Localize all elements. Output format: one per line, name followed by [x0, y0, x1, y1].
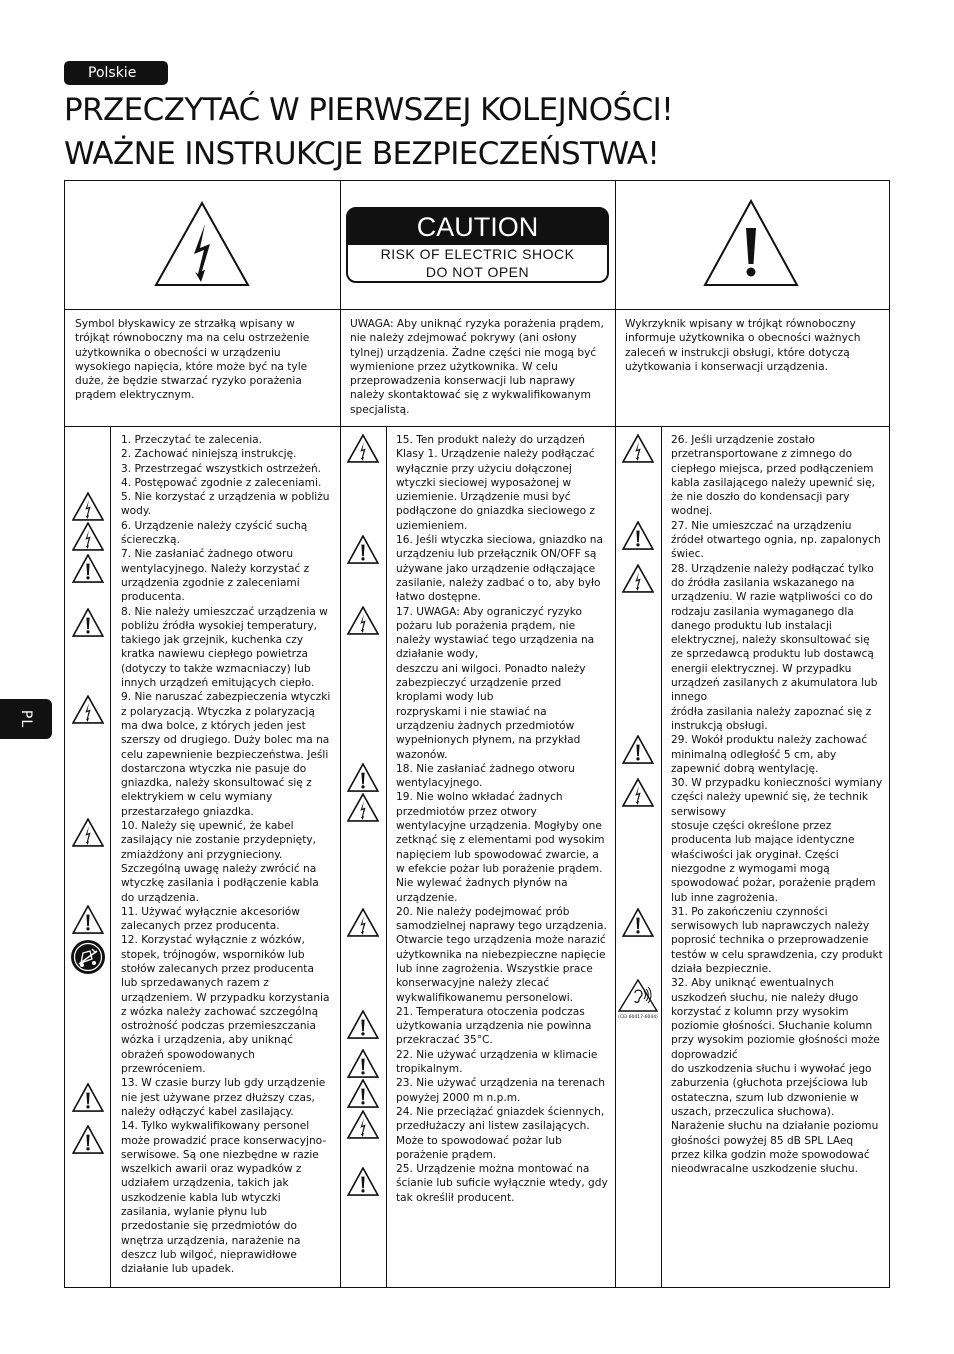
lightning-warning-icon	[347, 793, 379, 822]
exclamation-warning-icon	[702, 198, 800, 288]
cart-tip-over-icon	[70, 939, 106, 975]
exclamation-warning-icon	[347, 1049, 379, 1078]
exclamation-warning-icon	[72, 554, 104, 583]
title-line-1: PRZECZYTAĆ W PIERWSZEJ KOLEJNOŚCI!	[64, 92, 674, 128]
caution-heading: CAUTION	[416, 212, 539, 242]
divider	[64, 426, 890, 427]
caution-line-2: DO NOT OPEN	[425, 264, 530, 280]
divider	[64, 309, 890, 310]
title-line-2: WAŻNE INSTRUKCJE BEZPIECZEŃSTWA!	[64, 136, 660, 172]
instructions-column-1: 1. Przeczytać te zalecenia. 2. Zachować niniejszą instrukcję. 3. Przestrzegać wszystkich ostrzeżeń. 4. Postępować zgodnie z zaleceniami. 5. Nie korzystać z urządzenia w pobliżu wody. 6. Urządzenie należy czyścić suchą ściereczką. 7. Nie zasłaniać żadnego otworu wentylacyjnego. Należy korzystać z urządzenia zgodnie z zaleceniami producenta. 8. Nie należy umieszczać urządzenia w pobliżu źródła wysokiej temperatury, takiego jak grzejnik, kuchenka czy kratka nawiewu ciepłego powietrza (dotyczy to także wzmacniaczy) lub innych urządzeń emitujących ciepło. 9. Nie naruszać zabezpieczenia wtyczki z polaryzacją. Wtyczka z polaryzacją ma dwa bolce, z których jeden jest szerszy od drugiego. Duży bolec ma na celu zapewnienie bezpieczeństwa. Jeśli dostarczona wtyczka nie pasuje do gniazdka, należy skonsultować się z elektrykiem w celu wymiany przestarzałego gniazdka. 10. Należy się upewnić, że kabel zasilający nie zostanie przydepnięty, zmiażdżony ani przygnieciony. Szczególną uwagę należy zwrócić na wtyczkę zasilania i podłączenie kabla do urządzenia. 11. Używać wyłącznie akcesoriów zalecanych przez producenta. 12. Korzystać wyłącznie z wózków, stopek, trójnogów, wsporników lub stołów zalecanych przez producenta lub sprzedawanych razem z urządzeniem. W przypadku korzystania z wózka należy zachować szczególną ostrożność podczas przemieszczania wózka i urządzenia, aby uniknąć obrażeń spowodowanych przewróceniem. 13. W czasie burzy lub gdy urządzenie nie jest używane przez dłuższy czas, należy odłączyć kabel zasilający. 14. Tylko wykwalifikowany personel może prowadzić prace konserwacyjno-serwisowe. Są one niezbędne w razie wszelkich awarii oraz wypadków z udziałem urządzenia, takich jak uszkodzenie kabla lub wtyczki zasilania, wylanie płynu lub przedostanie się przedmiotów do wnętrza urządzenia, narażenie na deszcz lub wilgoć, nieprawidłowe działanie lub upadek.	[121, 434, 331, 1276]
page-title	[64, 88, 673, 176]
divider	[661, 426, 662, 1288]
lightning-warning-icon	[347, 1110, 379, 1139]
lightning-warning-icon	[622, 564, 654, 593]
instructions-column-2: 15. Ten produkt należy do urządzeń Klasy 1. Urządzenie należy podłączać wyłącznie przy użyciu dołączonej wtyczki sieciowej wyposażonej w uziemienie. Urządzenie musi być podłączone do gniazdka sieciowego z uziemieniem. 16. Jeśli wtyczka sieciowa, gniazdko na urządzeniu lub przełącznik ON/OFF są używane jako urządzenie odłączające zasilanie, należy zadbać o to, aby było łatwo dostępne. 17. UWAGA: Aby ograniczyć ryzyko pożaru lub porażenia prądem, nie należy wystawiać tego urządzenia na działanie wody, deszczu ani wilgoci. Ponadto należy zabezpieczyć urządzenie przed kroplami wody lub rozpryskami i nie stawiać na urządzeniu żadnych przedmiotów wypełnionych płynem, na przykład wazonów. 18. Nie zasłaniać żadnego otworu wentylacyjnego. 19. Nie wolno wkładać żadnych przedmiotów przez otwory wentylacyjne urządzenia. Mogłyby one zetknąć się z elementami pod wysokim napięciem lub spowodować zwarcie, a w efekcie pożar lub porażenie prądem. Nie wylewać żadnych płynów na urządzenie. 20. Nie należy podejmować prób samodzielnej naprawy tego urządzenia. Otwarcie tego urządzenia może narazić użytkownika na niebezpieczne napięcie lub inne zagrożenia. Wszystkie prace konserwacyjne należy zlecać wykwalifikowanemu personelowi. 21. Temperatura otoczenia podczas użytkowania urządzenia nie powinna przekraczać 35°C. 22. Nie używać urządzenia w klimacie tropikalnym. 23. Nie używać urządzenia na terenach powyżej 2000 m n.p.m. 24. Nie przeciążać gniazdek ściennych, przedłużaczy ani listew zasilających. Może to spowodować pożar lub porażenie prądem. 25. Urządzenie można montować na ścianie lub suficie wyłącznie wtedy, gdy tak określił producent.	[396, 434, 608, 1204]
caution-line-1: RISK OF ELECTRIC SHOCK	[380, 246, 575, 262]
hearing-damage-icon	[617, 978, 659, 1014]
divider	[340, 180, 341, 1288]
lightning-warning-icon	[72, 492, 104, 521]
side-tab-label: PL	[18, 709, 34, 729]
exclamation-warning-icon	[347, 1079, 379, 1108]
exclamation-warning-icon	[72, 905, 104, 934]
lightning-warning-icon	[347, 434, 379, 463]
exclamation-warning-icon	[622, 521, 654, 550]
instructions-column-3: 26. Jeśli urządzenie zostało przetransportowane z zimnego do ciepłego miejsca, przed podłączeniem kabla zasilającego należy upewnić się, że nie doszło do kondensacji pary wodnej. 27. Nie umieszczać na urządzeniu źródeł otwartego ognia, np. zapalonych świec. 28. Urządzenie należy podłączać tylko do źródła zasilania wskazanego na urządzeniu. W razie wątpliwości co do rodzaju zasilania wymaganego dla danego produktu lub instalacji elektrycznej, należy skonsultować się ze sprzedawcą produktu lub dostawcą energii elektrycznej. W przypadku urządzeń zasilanych z akumulatora lub innego źródła zasilania należy zapoznać się z instrukcją obsługi. 29. Wokół produktu należy zachować minimalną odległość 5 cm, aby zapewnić dobrą wentylację. 30. W przypadku konieczności wymiany części należy upewnić się, że technik serwisowy stosuje części określone przez producenta lub mające identyczne właściwości jak oryginał. Części niezgodne z wymogami mogą spowodować pożar, porażenie prądem lub inne zagrożenia. 31. Po zakończeniu czynności serwisowych lub naprawczych należy poprosić technika o przeprowadzenie testów w celu sprawdzenia, czy produkt działa bezpiecznie. 32. Aby uniknąć ewentualnych uszkodzeń słuchu, nie należy długo korzystać z kolumn przy wysokim poziomie głośności. Słuchanie kolumn przy wysokim poziomie głośności może doprowadzić do uszkodzenia słuchu i wywołać jego zaburzenia (głuchota przejściowa lub ostateczna, szum lub dzwonienie w uszach, przeczulica słuchowa). Narażenie słuchu na działanie poziomu głośności powyżej 85 dB SPL LAeq przez kilka godzin może spowodować nieodwracalne uszkodzenie słuchu.	[671, 434, 883, 1176]
lightning-warning-icon	[72, 522, 104, 551]
divider	[386, 426, 387, 1288]
language-badge: Polskie	[64, 61, 168, 85]
exclamation-warning-icon	[347, 763, 379, 792]
exclamation-warning-icon	[72, 1083, 104, 1112]
lightning-warning-icon	[622, 778, 654, 807]
exclamation-warning-icon	[347, 1010, 379, 1039]
exclamation-warning-icon	[622, 735, 654, 764]
language-side-tab	[0, 699, 52, 739]
exclamation-caption: Wykrzyknik wpisany w trójkąt równoboczny informuje użytkownika o obecności ważnych zaleceń w instrukcji obsługi, które dotyczą użytkowania i konserwacji urządzenia.	[625, 318, 861, 373]
exclamation-warning-icon	[622, 908, 654, 937]
divider	[615, 180, 616, 1288]
lightning-warning-icon	[347, 908, 379, 937]
lightning-warning-icon	[347, 606, 379, 635]
exclamation-warning-icon	[347, 1167, 379, 1196]
lightning-warning-icon	[622, 434, 654, 463]
hearing-icon-label: (CEI 60417-6044)	[618, 1015, 658, 1020]
divider	[110, 426, 111, 1288]
lightning-warning-icon	[72, 695, 104, 724]
lightning-warning-icon	[72, 818, 104, 847]
caution-caption: UWAGA: Aby uniknąć ryzyka porażenia prądem, nie należy zdejmować pokrywy (ani osłony tylnej) urządzenia. Żadne części nie mogą być wymienione przez użytkownika. W celu przeprowadzenia konserwacji lub naprawy należy skontaktować się z wykwalifikowanym specjalistą.	[350, 318, 604, 416]
lightning-caption: Symbol błyskawicy ze strzałką wpisany w trójkąt równoboczny ma na celu ostrzeżenie użytkownika o obecności w urządzeniu wysokiego napięcia, które może być na tyle duże, że będzie stwarzać ryzyko porażenia prądem elektrycznym.	[75, 318, 310, 402]
lightning-warning-icon	[153, 200, 251, 288]
exclamation-warning-icon	[347, 535, 379, 564]
exclamation-warning-icon	[72, 1125, 104, 1154]
exclamation-warning-icon	[72, 608, 104, 637]
